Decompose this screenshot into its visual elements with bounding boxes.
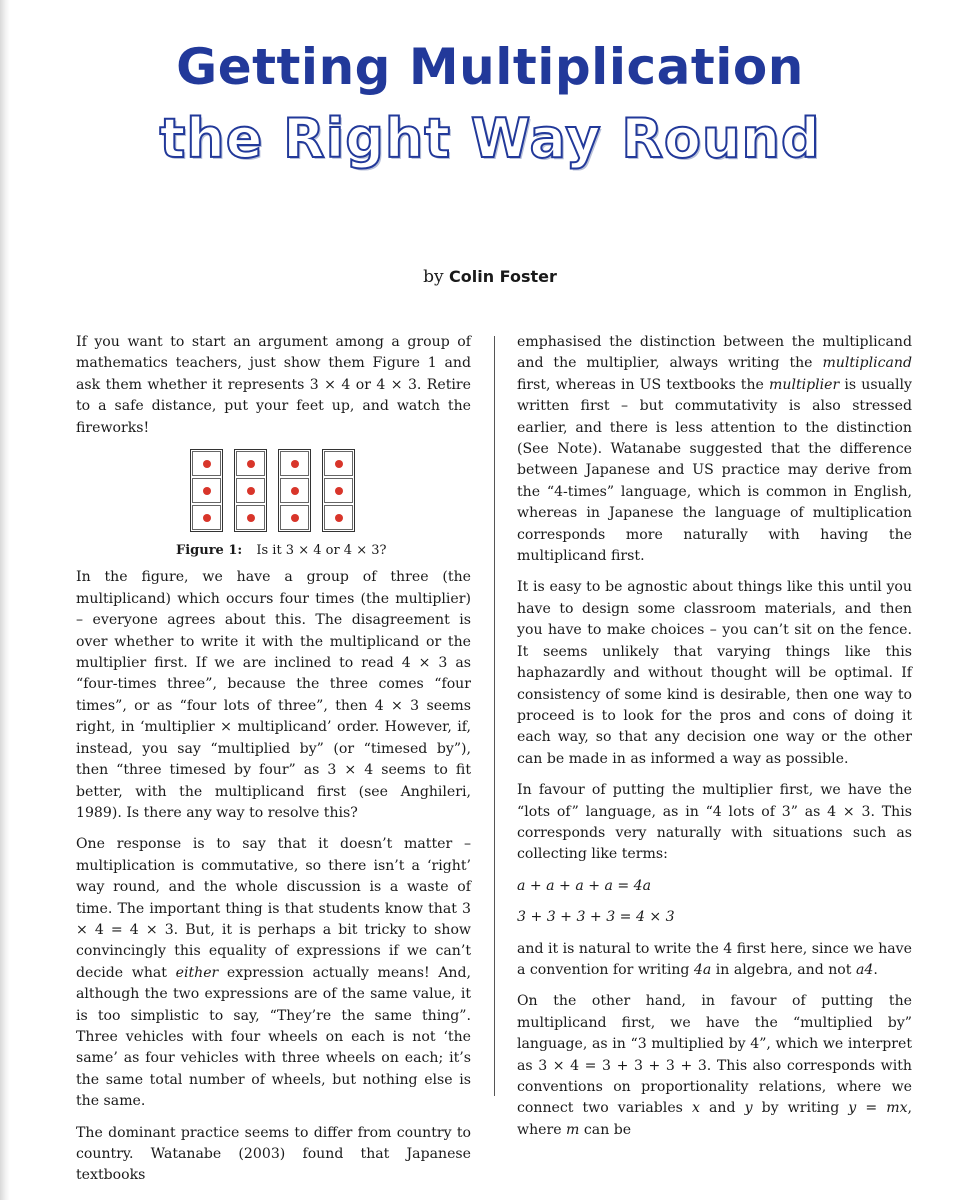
- dot-cell: [324, 505, 353, 530]
- right-paragraph-1: [517, 332, 912, 567]
- dot-cell: [192, 451, 221, 476]
- column-divider: [494, 336, 495, 1096]
- emphasis-multiplier: multiplier: [769, 376, 840, 393]
- red-dot-icon: [247, 487, 255, 495]
- red-dot-icon: [291, 460, 299, 468]
- variable-x: x: [691, 1100, 700, 1117]
- right-paragraph-3: In favour of putting the multiplier first, we have the “lots of” language, as in “4 lots of 3” as 4 × 3. This corresponds very naturally with situations such as collecting like terms:: [517, 782, 912, 863]
- red-dot-icon: [247, 514, 255, 522]
- left-paragraph-2: In the figure, we have a group of three (the multiplicand) which occurs four times (the multiplier) – everyone agrees about this. The disagreement is over whether to write it with the multiplicand or the multiplier first. If we are inclined to read 4 × 3 as “four-times three”, because the three comes “four times”, or as “four lots of three”, then 4 × 3 seems right, in ‘multiplier × multiplicand’ order. However, if, instead, you say “multiplied by” (or “timesed by”), then “three timesed by four” as 3 × 4 seems to fit better, with the multiplicand first (see Anghileri, 1989). Is there any way to resolve this?: [76, 569, 471, 821]
- emphasis-multiplicand: multiplicand: [822, 355, 912, 372]
- text-run: and: [699, 1100, 745, 1117]
- emphasis-either: either: [175, 964, 219, 981]
- dot-cell: [280, 478, 309, 503]
- title-line-1: Getting Multiplication: [176, 38, 804, 96]
- figure-caption-label: Figure 1:: [176, 543, 243, 559]
- text-run: .: [873, 961, 878, 978]
- byline-prefix: by: [423, 267, 444, 287]
- left-paragraph-3: [76, 834, 471, 1112]
- dot-cell: [280, 451, 309, 476]
- text-run: expression actually means! And, although the two expressions are of the same value, it is too simplistic to say, “They’re the same thing”. Three vehicles with four wheels on each is not ‘the same’ as four vehicles with three wheels on each; it’s the same total number of wheels, but nothing else is the same.: [76, 964, 471, 1110]
- text-run: by writing: [752, 1100, 849, 1117]
- dot-cell: [192, 478, 221, 503]
- right-paragraph-2: It is easy to be agnostic about things like this until you have to design some classroom materials, and then you have to make choices – you can’t sit on the fence. It seems unlikely that varying things like this haphazardly and without thought will be optimal. If consistency of some kind is desirable, then one way to proceed is to look for the pros and cons of doing it each way, so that any decision one way or the other can be made in as informed a way as possible.: [517, 579, 912, 767]
- title-line-2: the Right Way Round: [159, 107, 821, 170]
- emphasis-4a: 4a: [693, 961, 712, 978]
- dot-cell: [324, 451, 353, 476]
- emphasis-a4: a4: [855, 961, 874, 978]
- dot-grid: [190, 449, 471, 532]
- equation-inline: y = mx: [848, 1100, 908, 1117]
- left-paragraph-1: If you want to start an argument among a group of mathematics teachers, just show them Figure 1 and ask them whether it represents 3 × 4 or 4 × 3. Retire to a safe distance, put your feet up, and watch the fireworks!: [76, 334, 471, 436]
- equation-1: a + a + a + a = 4a: [517, 877, 652, 894]
- red-dot-icon: [335, 460, 343, 468]
- text-run: first, whereas in US textbooks the: [517, 376, 770, 393]
- text-run: On the other hand, in favour of putting the multiplicand first, we have the “multiplied by” language, as in “3 multiplied by 4”, which we interpret as 3 × 4 = 3 + 3 + 3 + 3. This also corresponds with conventions on proportionality relations, where we connect two variables: [517, 993, 912, 1117]
- red-dot-icon: [203, 514, 211, 522]
- dot-cell: [236, 478, 265, 503]
- right-paragraph-5: [517, 991, 912, 1141]
- left-paragraph-4: The dominant practice seems to differ from country to country. Watanabe (2003) found that Japanese textbooks: [76, 1124, 471, 1184]
- figure-caption-text: Is it 3 × 4 or 4 × 3?: [256, 543, 387, 559]
- variable-m: m: [566, 1121, 580, 1138]
- figure-caption: [76, 540, 471, 561]
- dot-group: [190, 449, 223, 532]
- variable-y: y: [744, 1100, 753, 1117]
- text-run: is usually written first – but commutativity is also stressed earlier, and there is less attention to the distinction (See Note). Watanabe suggested that the difference between Japanese and US practice may derive from the “4-times” language, which is common in English, whereas in Japanese the language of multiplication corresponds more naturally with having the multiplicand first.: [517, 376, 913, 565]
- dot-group: [234, 449, 267, 532]
- red-dot-icon: [291, 487, 299, 495]
- red-dot-icon: [291, 514, 299, 522]
- text-run: and it is natural to write the 4 first here, since we have a convention for writing: [517, 940, 912, 978]
- text-run: emphasised the distinction between the multiplicand and the multiplier, always writing the: [517, 334, 912, 372]
- text-run: in algebra, and not: [711, 961, 856, 978]
- author-name: Colin Foster: [449, 267, 557, 286]
- dot-cell: [236, 451, 265, 476]
- dot-cell: [236, 505, 265, 530]
- dot-cell: [324, 478, 353, 503]
- dot-cell: [192, 505, 221, 530]
- right-paragraph-4: [517, 939, 912, 982]
- dot-group: [322, 449, 355, 532]
- figure-1: [76, 449, 471, 561]
- dot-group: [278, 449, 311, 532]
- page-edge-shadow: [0, 0, 10, 1200]
- red-dot-icon: [335, 514, 343, 522]
- red-dot-icon: [247, 460, 255, 468]
- equation-2: 3 + 3 + 3 + 3 = 4 × 3: [517, 909, 675, 926]
- left-column: [76, 332, 471, 1197]
- red-dot-icon: [335, 487, 343, 495]
- text-run: One response is to say that it doesn’t matter – multiplication is commutative, so there isn’t a ‘right’ way round, and the whole discussion is a waste of time. The important thing is that students know that 3 × 4 = 4 × 3. But, it is perhaps a bit tricky to show convincingly this equality of expressions if we can’t decide what: [76, 836, 471, 981]
- byline: [0, 267, 980, 287]
- right-column: [517, 332, 912, 1151]
- text-run: , where: [517, 1100, 912, 1138]
- red-dot-icon: [203, 487, 211, 495]
- dot-cell: [280, 505, 309, 530]
- red-dot-icon: [203, 460, 211, 468]
- text-run: can be: [579, 1121, 632, 1138]
